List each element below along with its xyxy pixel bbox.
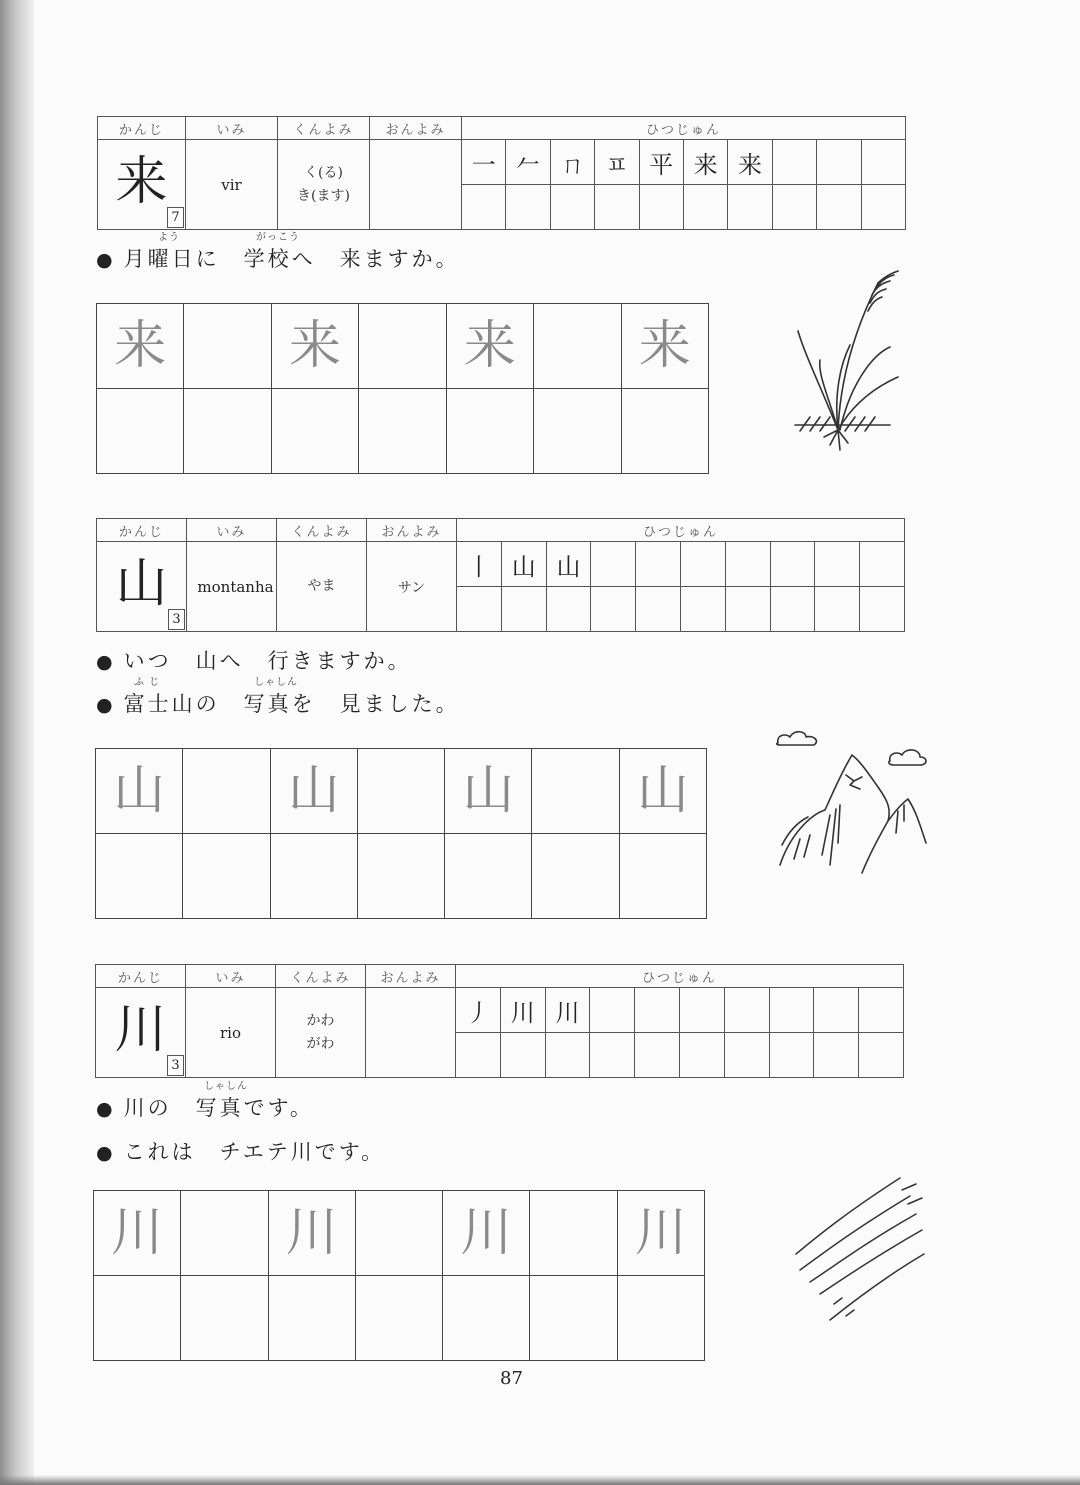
header-onyomi: おんよみ: [366, 965, 456, 988]
practice-trace-cell[interactable]: [270, 749, 357, 834]
stroke-practice-cell[interactable]: [639, 185, 683, 230]
furigana: よう: [158, 232, 180, 243]
sentence-text: 富士山の 写真を 見ました。: [123, 692, 460, 716]
sentence-text: 月曜日に 学校へ 来ますか。: [123, 247, 460, 271]
practice-grid: [96, 303, 709, 474]
stroke-practice-cell[interactable]: [770, 587, 815, 632]
kunyomi-reading: がわ: [306, 1035, 335, 1052]
trace-kanji: 川: [634, 1203, 687, 1263]
stroke-step: 川: [500, 988, 545, 1033]
kanji-meaning: rio: [186, 988, 276, 1078]
practice-trace-cell[interactable]: [617, 1191, 704, 1276]
kunyomi-readings: [276, 988, 366, 1078]
kanji-meaning: montanha: [187, 542, 277, 632]
stroke-step: ㅍ: [595, 140, 639, 185]
onyomi-reading: [370, 140, 462, 230]
trace-kanji: 川: [460, 1203, 513, 1263]
practice-cell[interactable]: [621, 389, 708, 474]
stroke-practice-cell[interactable]: [595, 185, 639, 230]
stroke-step: 川: [545, 988, 590, 1033]
stroke-step: 𠂉: [506, 140, 550, 185]
stroke-practice-cell[interactable]: [817, 185, 861, 230]
stroke-step-empty: [814, 988, 859, 1033]
trace-kanji: 山: [462, 761, 515, 821]
kanji-display: [96, 988, 186, 1078]
stroke-practice-cell[interactable]: [679, 1033, 724, 1078]
practice-trace-cell[interactable]: [443, 1191, 530, 1276]
practice-trace-cell[interactable]: [97, 304, 184, 389]
practice-cell[interactable]: [94, 1276, 181, 1361]
practice-trace-cell[interactable]: [619, 749, 706, 834]
example-sentence: [96, 645, 412, 675]
page-gutter-shadow: [0, 0, 34, 1485]
practice-cell[interactable]: [181, 1191, 268, 1276]
mountain-icon: [770, 725, 935, 885]
trace-kanji: 山: [287, 761, 340, 821]
kunyomi-reading: かわ: [306, 1013, 335, 1030]
onyomi-reading: サン: [367, 542, 457, 632]
stroke-step: 山: [501, 542, 546, 587]
stroke-practice-cell[interactable]: [680, 587, 725, 632]
practice-trace-cell[interactable]: [446, 304, 533, 389]
stroke-step: 平: [639, 140, 683, 185]
practice-cell[interactable]: [271, 389, 358, 474]
stroke-step-empty: [679, 988, 724, 1033]
stroke-practice-cell[interactable]: [861, 185, 905, 230]
header-kunyomi: くんよみ: [277, 519, 367, 542]
practice-cell[interactable]: [532, 834, 619, 919]
practice-cell[interactable]: [359, 304, 446, 389]
practice-grid: [95, 748, 707, 919]
stroke-practice-cell[interactable]: [635, 1033, 680, 1078]
header-onyomi: おんよみ: [367, 519, 457, 542]
stroke-step-empty: [770, 542, 815, 587]
practice-trace-cell[interactable]: [271, 304, 358, 389]
stroke-step-empty: [635, 988, 680, 1033]
stroke-step-empty: [815, 542, 860, 587]
example-sentence: [96, 1136, 385, 1166]
practice-trace-cell[interactable]: [268, 1191, 355, 1276]
stroke-step-empty: [859, 988, 904, 1033]
practice-trace-cell[interactable]: [621, 304, 708, 389]
stroke-count-box: 7: [167, 207, 184, 228]
stroke-practice-cell[interactable]: [769, 1033, 814, 1078]
header-meaning: いみ: [186, 965, 276, 988]
stroke-practice-cell[interactable]: [501, 587, 546, 632]
header-meaning: いみ: [186, 117, 278, 140]
practice-cell[interactable]: [446, 389, 533, 474]
stroke-step-empty: [680, 542, 725, 587]
practice-cell[interactable]: [183, 749, 270, 834]
kanji-character: 来: [115, 151, 168, 212]
trace-kanji: 来: [114, 316, 167, 376]
stroke-step-empty: [591, 542, 636, 587]
kunyomi-reading: く(る): [304, 165, 343, 182]
furigana: がっこう: [256, 232, 300, 243]
practice-grid: [93, 1190, 705, 1361]
stroke-practice-cell[interactable]: [814, 1033, 859, 1078]
kunyomi-reading: やま: [307, 578, 336, 595]
stroke-practice-cell[interactable]: [815, 587, 860, 632]
kanji-character: 川: [114, 999, 167, 1060]
furigana: しゃしん: [254, 677, 298, 688]
practice-cell[interactable]: [355, 1276, 442, 1361]
bullet-icon: ●: [96, 651, 116, 673]
bullet-icon: ●: [96, 694, 116, 716]
kanji-info-table: [97, 116, 906, 230]
practice-cell[interactable]: [357, 834, 444, 919]
stroke-count-box: 3: [168, 609, 185, 630]
bullet-icon: ●: [96, 1142, 116, 1164]
practice-trace-cell[interactable]: [445, 749, 532, 834]
stroke-practice-cell[interactable]: [550, 185, 594, 230]
trace-kanji: 川: [111, 1203, 164, 1263]
practice-cell[interactable]: [184, 389, 271, 474]
header-kunyomi: くんよみ: [278, 117, 370, 140]
furigana: しゃしん: [204, 1081, 248, 1092]
header-kanji: かんじ: [98, 117, 186, 140]
stroke-step-empty: [590, 988, 635, 1033]
kanji-display: [98, 140, 186, 230]
kanji-info-table: [96, 518, 905, 632]
practice-cell[interactable]: [270, 834, 357, 919]
stroke-step-empty: [817, 140, 861, 185]
stroke-step-empty: [861, 140, 905, 185]
practice-cell[interactable]: [530, 1276, 617, 1361]
stroke-practice-cell[interactable]: [590, 1033, 635, 1078]
stroke-step-empty: [725, 542, 770, 587]
sentence-text: これは チエテ川です。: [123, 1140, 386, 1164]
stroke-step-empty: [860, 542, 905, 587]
practice-cell[interactable]: [443, 1276, 530, 1361]
kanji-character: 山: [115, 553, 168, 614]
page-bottom-shadow: [0, 1475, 1080, 1485]
practice-cell[interactable]: [355, 1191, 442, 1276]
trace-kanji: 川: [285, 1203, 338, 1263]
stroke-step: ㄇ: [550, 140, 594, 185]
practice-cell[interactable]: [532, 749, 619, 834]
stroke-practice-cell[interactable]: [591, 587, 636, 632]
sentence-text: いつ 山へ 行きますか。: [123, 649, 412, 673]
stroke-practice-cell[interactable]: [724, 1033, 769, 1078]
bullet-icon: ●: [96, 249, 116, 271]
trace-kanji: 山: [113, 761, 166, 821]
stroke-practice-cell[interactable]: [545, 1033, 590, 1078]
practice-cell[interactable]: [617, 1276, 704, 1361]
furigana: ふ じ: [134, 677, 161, 688]
trace-kanji: 来: [463, 316, 516, 376]
practice-cell[interactable]: [97, 389, 184, 474]
header-kanji: かんじ: [96, 965, 186, 988]
stroke-step: 来: [683, 140, 727, 185]
stroke-practice-cell[interactable]: [772, 185, 816, 230]
bullet-icon: ●: [96, 1098, 116, 1120]
practice-cell[interactable]: [530, 1191, 617, 1276]
stroke-step-empty: [769, 988, 814, 1033]
stroke-practice-cell[interactable]: [859, 1033, 904, 1078]
stroke-practice-cell[interactable]: [683, 185, 727, 230]
example-sentence: [96, 688, 460, 718]
stroke-practice-cell[interactable]: [860, 587, 905, 632]
practice-cell[interactable]: [359, 389, 446, 474]
practice-trace-cell[interactable]: [94, 1191, 181, 1276]
kunyomi-reading: き(ます): [297, 187, 350, 204]
practice-cell[interactable]: [619, 834, 706, 919]
stroke-practice-cell[interactable]: [462, 185, 506, 230]
example-sentence: [96, 243, 460, 273]
kanji-info-table: [95, 964, 904, 1078]
practice-cell[interactable]: [534, 304, 621, 389]
header-meaning: いみ: [187, 519, 277, 542]
stroke-practice-cell[interactable]: [728, 185, 772, 230]
river-icon: [790, 1170, 930, 1330]
stroke-practice-cell[interactable]: [636, 587, 681, 632]
stroke-practice-cell[interactable]: [725, 587, 770, 632]
header-onyomi: おんよみ: [370, 117, 462, 140]
sentence-text: 川の 写真です。: [123, 1096, 314, 1120]
practice-cell[interactable]: [96, 834, 183, 919]
practice-cell[interactable]: [268, 1276, 355, 1361]
trace-kanji: 来: [289, 316, 342, 376]
practice-cell[interactable]: [445, 834, 532, 919]
trace-kanji: 山: [636, 761, 689, 821]
header-kunyomi: くんよみ: [276, 965, 366, 988]
stroke-count-box: 3: [167, 1055, 184, 1076]
stroke-step-empty: [772, 140, 816, 185]
practice-cell[interactable]: [184, 304, 271, 389]
practice-cell[interactable]: [181, 1276, 268, 1361]
header-kanji: かんじ: [97, 519, 187, 542]
kunyomi-readings: [278, 140, 370, 230]
stroke-practice-cell[interactable]: [506, 185, 550, 230]
stroke-practice-cell[interactable]: [546, 587, 591, 632]
stroke-step: 一: [462, 140, 506, 185]
kunyomi-readings: [277, 542, 367, 632]
onyomi-reading: [366, 988, 456, 1078]
stroke-step-empty: [724, 988, 769, 1033]
example-sentence: [96, 1092, 314, 1122]
stroke-step: 丨: [457, 542, 502, 587]
trace-kanji: 来: [638, 316, 691, 376]
header-stroke-order: ひつじゅん: [457, 519, 905, 542]
practice-cell[interactable]: [183, 834, 270, 919]
stroke-practice-cell[interactable]: [456, 1033, 501, 1078]
kanji-display: [97, 542, 187, 632]
header-stroke-order: ひつじゅん: [462, 117, 906, 140]
plant-icon: [780, 265, 910, 460]
kanji-meaning: vir: [186, 140, 278, 230]
practice-cell[interactable]: [357, 749, 444, 834]
stroke-practice-cell[interactable]: [500, 1033, 545, 1078]
stroke-practice-cell[interactable]: [457, 587, 502, 632]
stroke-step: 来: [728, 140, 772, 185]
stroke-step: 丿: [456, 988, 501, 1033]
stroke-step-empty: [636, 542, 681, 587]
stroke-step: 山: [546, 542, 591, 587]
header-stroke-order: ひつじゅん: [456, 965, 904, 988]
practice-trace-cell[interactable]: [96, 749, 183, 834]
practice-cell[interactable]: [534, 389, 621, 474]
page-number: 87: [500, 1368, 523, 1389]
